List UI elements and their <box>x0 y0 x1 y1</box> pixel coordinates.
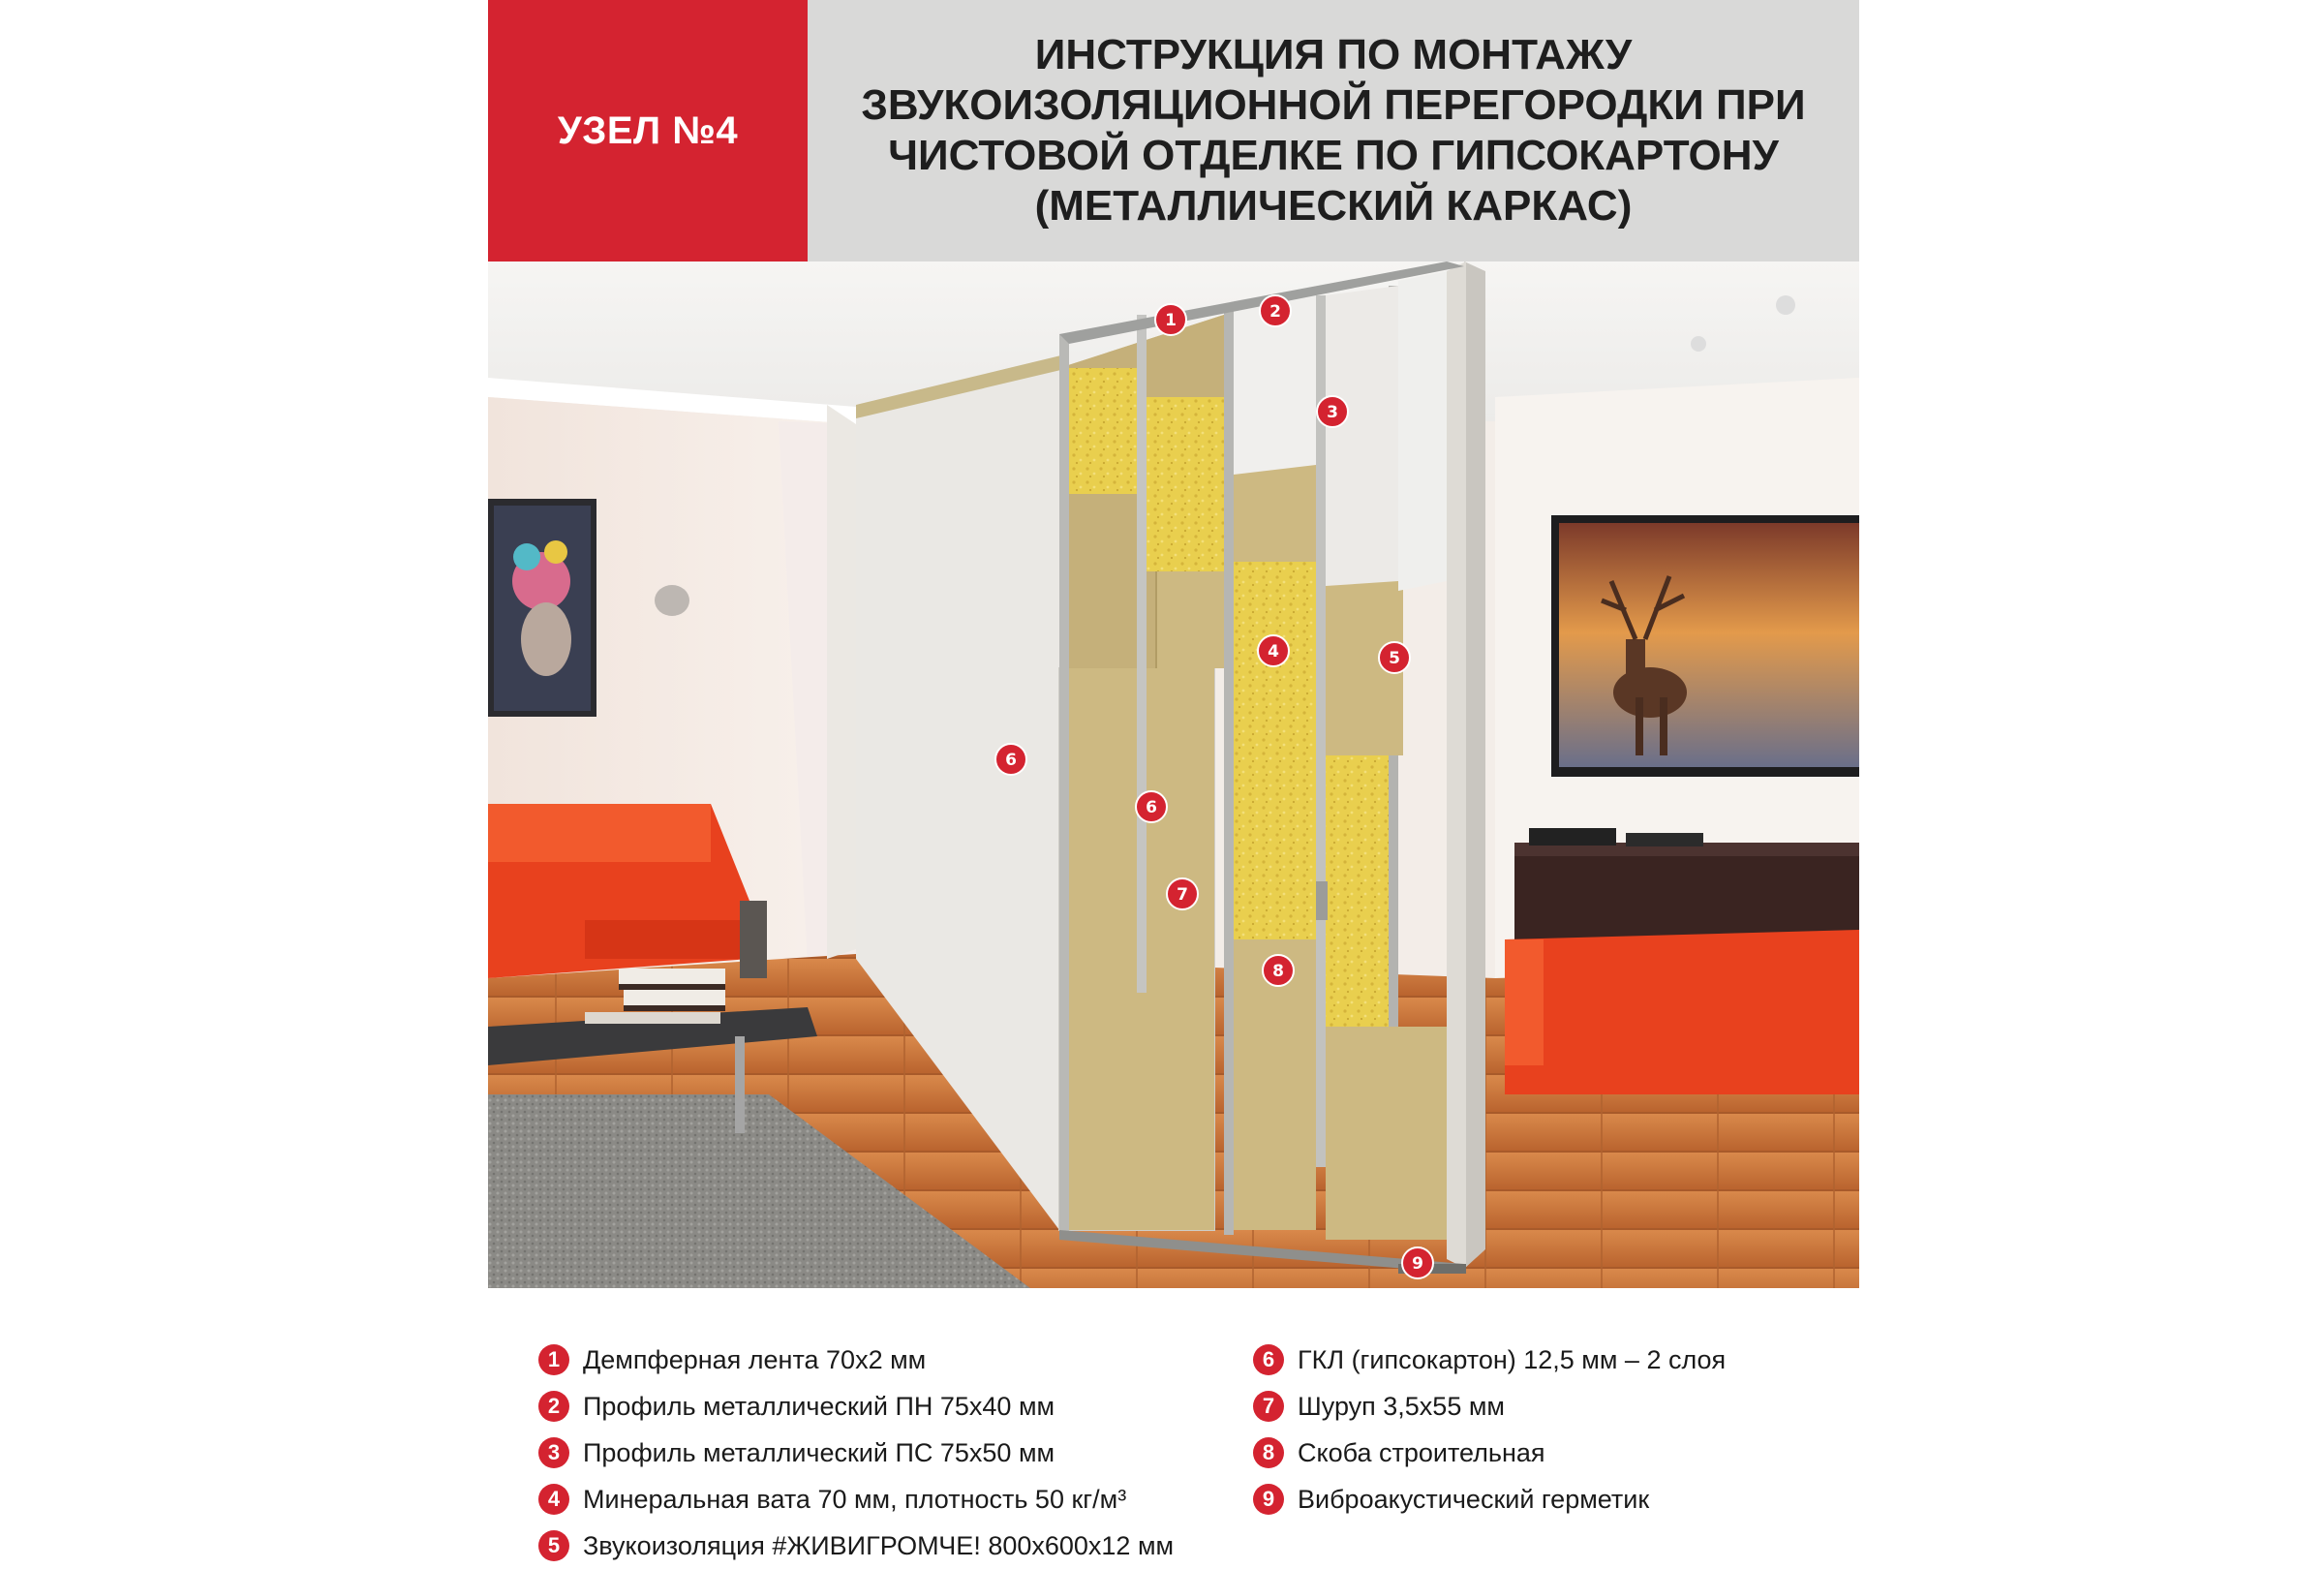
marker-5 <box>1379 642 1410 673</box>
number-badge-icon: 6 <box>1253 1344 1284 1375</box>
marker-7 <box>1167 878 1198 909</box>
legend-text: Виброакустический герметик <box>1298 1484 1650 1514</box>
marker-label: 5 <box>1389 649 1400 668</box>
number-badge-icon: 5 <box>538 1530 569 1561</box>
marker-label: 6 <box>1005 751 1017 770</box>
marker-label: 2 <box>1269 302 1281 322</box>
legend-text: Скоба строительная <box>1298 1437 1545 1467</box>
legend-item-2 <box>538 1383 1174 1430</box>
marker-6 <box>995 744 1026 775</box>
legend-item-3 <box>538 1430 1174 1476</box>
marker-4 <box>1258 635 1289 666</box>
marker-6 <box>1136 791 1167 822</box>
legend-text: Профиль металлический ПН 75х40 мм <box>583 1391 1055 1421</box>
node-badge <box>488 0 808 262</box>
legend-text: Звукоизоляция #ЖИВИГРОМЧЕ! 800х600х12 мм <box>583 1530 1175 1560</box>
legend-text: ГКЛ (гипсокартон) 12,5 мм – 2 слоя <box>1298 1344 1727 1374</box>
legend-item-5 <box>538 1523 1174 1569</box>
marker-2 <box>1260 295 1291 326</box>
legend-right <box>1253 1337 1726 1523</box>
legend-text: Профиль металлический ПС 75х50 мм <box>583 1437 1055 1467</box>
title-block <box>808 0 1859 262</box>
title-line-1: ИНСТРУКЦИЯ ПО МОНТАЖУ <box>1034 31 1633 78</box>
marker-1 <box>1155 304 1186 335</box>
legend-item-9 <box>1253 1476 1726 1523</box>
title-line-2: ЗВУКОИЗОЛЯЦИОННОЙ ПЕРЕГОРОДКИ ПРИ <box>861 81 1806 129</box>
partition-illustration <box>488 262 1859 1288</box>
number-badge-icon: 2 <box>538 1391 569 1422</box>
legend-text: Шуруп 3,5х55 мм <box>1298 1391 1505 1421</box>
legend-item-4 <box>538 1476 1174 1523</box>
number-badge-icon: 8 <box>1253 1437 1284 1468</box>
marker-label: 6 <box>1146 798 1157 817</box>
marker-label: 3 <box>1327 403 1338 422</box>
marker-9 <box>1402 1247 1433 1278</box>
legend-left <box>538 1337 1174 1569</box>
legend-item-1 <box>538 1337 1174 1383</box>
number-badge-icon: 9 <box>1253 1484 1284 1515</box>
marker-label: 4 <box>1268 642 1279 661</box>
legend-text: Демпферная лента 70х2 мм <box>583 1344 927 1374</box>
marker-label: 9 <box>1412 1254 1423 1274</box>
title-line-4: (МЕТАЛЛИЧЕСКИЙ КАРКАС) <box>1034 182 1633 230</box>
title-line-3: ЧИСТОВОЙ ОТДЕЛКЕ ПО ГИПСОКАРТОНУ <box>888 132 1779 179</box>
number-badge-icon: 7 <box>1253 1391 1284 1422</box>
node-badge-label: УЗЕЛ №4 <box>557 108 739 152</box>
marker-label: 8 <box>1272 962 1284 981</box>
legend-text: Минеральная вата 70 мм, плотность 50 кг/м³ <box>583 1484 1127 1514</box>
marker-3 <box>1317 396 1348 427</box>
number-badge-icon: 1 <box>538 1344 569 1375</box>
marker-label: 1 <box>1165 311 1177 330</box>
legend-item-8 <box>1253 1430 1726 1476</box>
legend-item-6 <box>1253 1337 1726 1383</box>
number-badge-icon: 4 <box>538 1484 569 1515</box>
marker-label: 7 <box>1177 885 1188 905</box>
marker-8 <box>1263 955 1294 986</box>
legend-item-7 <box>1253 1383 1726 1430</box>
number-badge-icon: 3 <box>538 1437 569 1468</box>
